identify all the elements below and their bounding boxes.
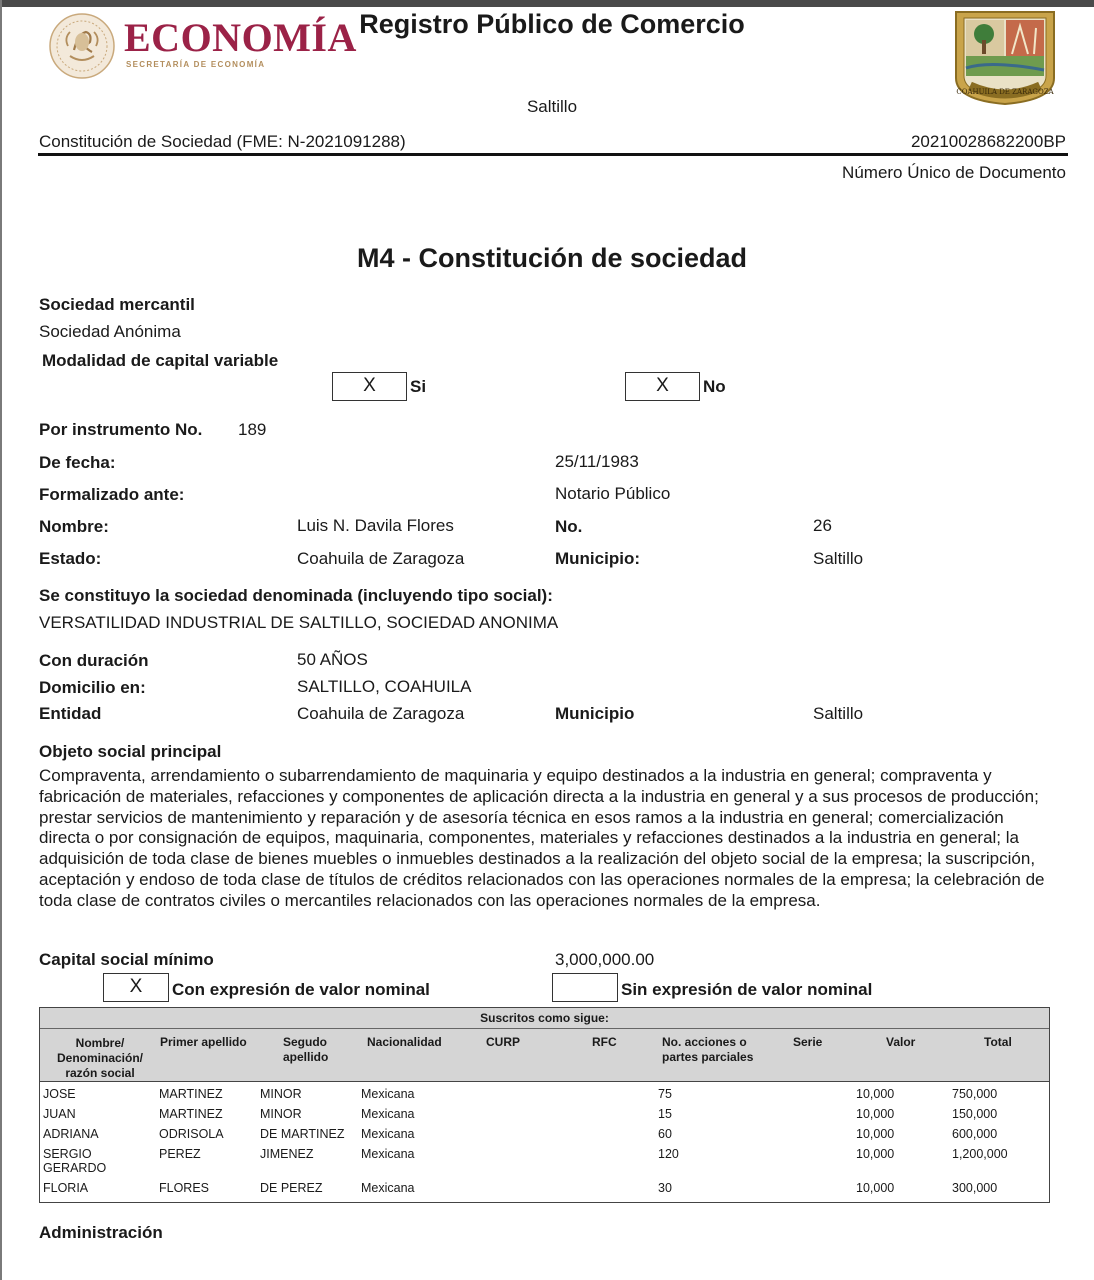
capital-value: 3,000,000.00 (555, 950, 655, 969)
capital-label: Capital social mínimo (39, 950, 214, 969)
table-cell: 150,000 (952, 1107, 998, 1121)
administracion-label: Administración (39, 1223, 163, 1242)
entidad-municipio-label: Municipio (555, 704, 635, 723)
registry-title: Registro Público de Comercio (359, 9, 745, 39)
table-cell: JOSE (43, 1087, 76, 1101)
header-divider (38, 153, 1068, 156)
table-cell: Mexicana (361, 1181, 415, 1195)
con-valor-label: Con expresión de valor nominal (172, 980, 430, 999)
sin-valor-checkbox[interactable] (552, 973, 618, 1002)
document-type: Constitución de Sociedad (FME: N-2021091288) (39, 132, 406, 151)
duracion-value: 50 AÑOS (297, 650, 368, 669)
suscritos-table-header (40, 1008, 1049, 1082)
table-cell: Mexicana (361, 1107, 415, 1121)
duracion-label: Con duración (39, 651, 149, 670)
table-cell: 1,200,000 (952, 1147, 1008, 1161)
table-cell: JUAN (43, 1107, 76, 1121)
instrumento-value: 189 (238, 420, 267, 439)
table-cell: FLORIA (43, 1181, 89, 1195)
municipio-value: Saltillo (813, 549, 864, 568)
table-cell: SERGIO GERARDO (43, 1147, 107, 1175)
brand-title: ECONOMÍA (124, 15, 357, 60)
table-cell: 10,000 (856, 1127, 895, 1141)
table-cell: 10,000 (856, 1107, 895, 1121)
entidad-label: Entidad (39, 704, 102, 723)
mexico-coat-of-arms-icon (46, 12, 118, 80)
coahuila-coat-of-arms-icon (950, 8, 1060, 106)
table-cell: ODRISOLA (159, 1127, 224, 1141)
column-header: CURP (486, 1035, 521, 1049)
table-cell: 75 (658, 1087, 672, 1101)
table-cell: 300,000 (952, 1181, 998, 1195)
table-cell: 10,000 (856, 1087, 895, 1101)
formalizado-label: Formalizado ante: (39, 485, 185, 504)
window-top-bar (0, 0, 1094, 7)
denominacion-value: VERSATILIDAD INDUSTRIAL DE SALTILLO, SOCIEDAD ANONIMA (39, 613, 559, 632)
registry-city: Saltillo (526, 97, 578, 116)
entidad-municipio-value: Saltillo (813, 704, 864, 723)
page-left-edge (0, 0, 2, 1280)
con-valor-checkbox[interactable]: X (103, 973, 169, 1002)
suscritos-table (39, 1007, 1050, 1203)
table-cell: FLORES (159, 1181, 210, 1195)
domicilio-value: SALTILLO, COAHUILA (297, 677, 472, 696)
table-cell: DE MARTINEZ (260, 1127, 345, 1141)
table-cell: 750,000 (952, 1087, 998, 1101)
suscritos-caption: Suscritos como sigue: (40, 1008, 1049, 1029)
brand-subtitle: SECRETARÍA DE ECONOMÍA (126, 60, 266, 69)
notario-no-label: No. (555, 517, 583, 536)
document-number-label: Número Único de Documento (842, 163, 1066, 182)
table-cell: 15 (658, 1107, 672, 1121)
table-cell: 120 (658, 1147, 679, 1161)
fecha-label: De fecha: (39, 453, 116, 472)
column-header: No. acciones o partes parciales (662, 1035, 754, 1064)
domicilio-label: Domicilio en: (39, 678, 146, 697)
sin-valor-label: Sin expresión de valor nominal (621, 980, 873, 999)
column-header: Total (984, 1035, 1012, 1049)
formalizado-value: Notario Público (555, 484, 671, 503)
objeto-text: Compraventa, arrendamiento o subarrendamiento de maquinaria y equipo destinados a la industria en general; compraventa y fabricación de materiales, refacciones y componentes de aplicación directa a la industria en general y a sus procesos de producción; prestar servicios de mantenimiento y reparación y de asesoría técnica en esos ramos a la industria en general; comercialización directa o por consignación de equipos, maquinaria, componentes, materiales y refacciones destinados a la industria en general; la adquisición de toda clase de bienes muebles o inmuebles destinados a la realización del objeto social de la empresa; la suscripción, aceptación y endoso de toda clase de títulos de créditos relacionados con las operaciones normales de la empresa; la celebración de toda clase de contratos civiles o mercantiles relacionados con las operaciones normales de la empresa. (39, 766, 1045, 910)
column-header: Serie (793, 1035, 823, 1049)
table-cell: MINOR (260, 1087, 302, 1101)
svg-text:COAHUILA DE ZARAGOZA: COAHUILA DE ZARAGOZA (956, 88, 1054, 96)
table-cell: ADRIANA (43, 1127, 99, 1141)
nombre-value: Luis N. Davila Flores (297, 516, 454, 535)
table-cell: MARTINEZ (159, 1107, 223, 1121)
table-cell: JIMENEZ (260, 1147, 314, 1161)
estado-label: Estado: (39, 549, 102, 568)
table-cell: DE PEREZ (260, 1181, 323, 1195)
table-cell: 600,000 (952, 1127, 998, 1141)
notario-no-value: 26 (813, 516, 832, 535)
no-label: No (703, 377, 726, 396)
table-cell: Mexicana (361, 1147, 415, 1161)
sociedad-value: Sociedad Anónima (39, 322, 181, 341)
municipio-label: Municipio: (555, 549, 640, 568)
no-checkbox[interactable]: X (625, 372, 700, 401)
sociedad-label: Sociedad mercantil (39, 295, 195, 314)
table-cell: MINOR (260, 1107, 302, 1121)
si-checkbox[interactable]: X (332, 372, 407, 401)
nombre-label: Nombre: (39, 517, 109, 536)
table-cell: 30 (658, 1181, 672, 1195)
modalidad-label: Modalidad de capital variable (42, 351, 279, 370)
si-label: Si (410, 377, 427, 396)
column-header: Primer apellido (160, 1035, 247, 1049)
table-cell: Mexicana (361, 1087, 415, 1101)
table-cell: Mexicana (361, 1127, 415, 1141)
column-header: RFC (592, 1035, 617, 1049)
entidad-value: Coahuila de Zaragoza (297, 704, 465, 723)
table-cell: 10,000 (856, 1147, 895, 1161)
column-header: Nombre/ Denominación/ razón social (56, 1036, 143, 1080)
estado-value: Coahuila de Zaragoza (297, 549, 465, 568)
document-number: 20210028682200BP (910, 132, 1066, 151)
table-cell: MARTINEZ (159, 1087, 223, 1101)
form-title: M4 - Constitución de sociedad (356, 243, 748, 273)
column-header: Nacionalidad (367, 1035, 442, 1049)
table-cell: 10,000 (856, 1181, 895, 1195)
table-cell: 60 (658, 1127, 672, 1141)
denominacion-label: Se constituyo la sociedad denominada (incluyendo tipo social): (39, 586, 553, 605)
column-header: Valor (886, 1035, 916, 1049)
instrumento-label: Por instrumento No. (39, 420, 203, 439)
objeto-label: Objeto social principal (39, 742, 222, 761)
table-cell: PEREZ (159, 1147, 201, 1161)
column-header: Segudo apellido (283, 1035, 329, 1064)
fecha-value: 25/11/1983 (555, 452, 639, 471)
